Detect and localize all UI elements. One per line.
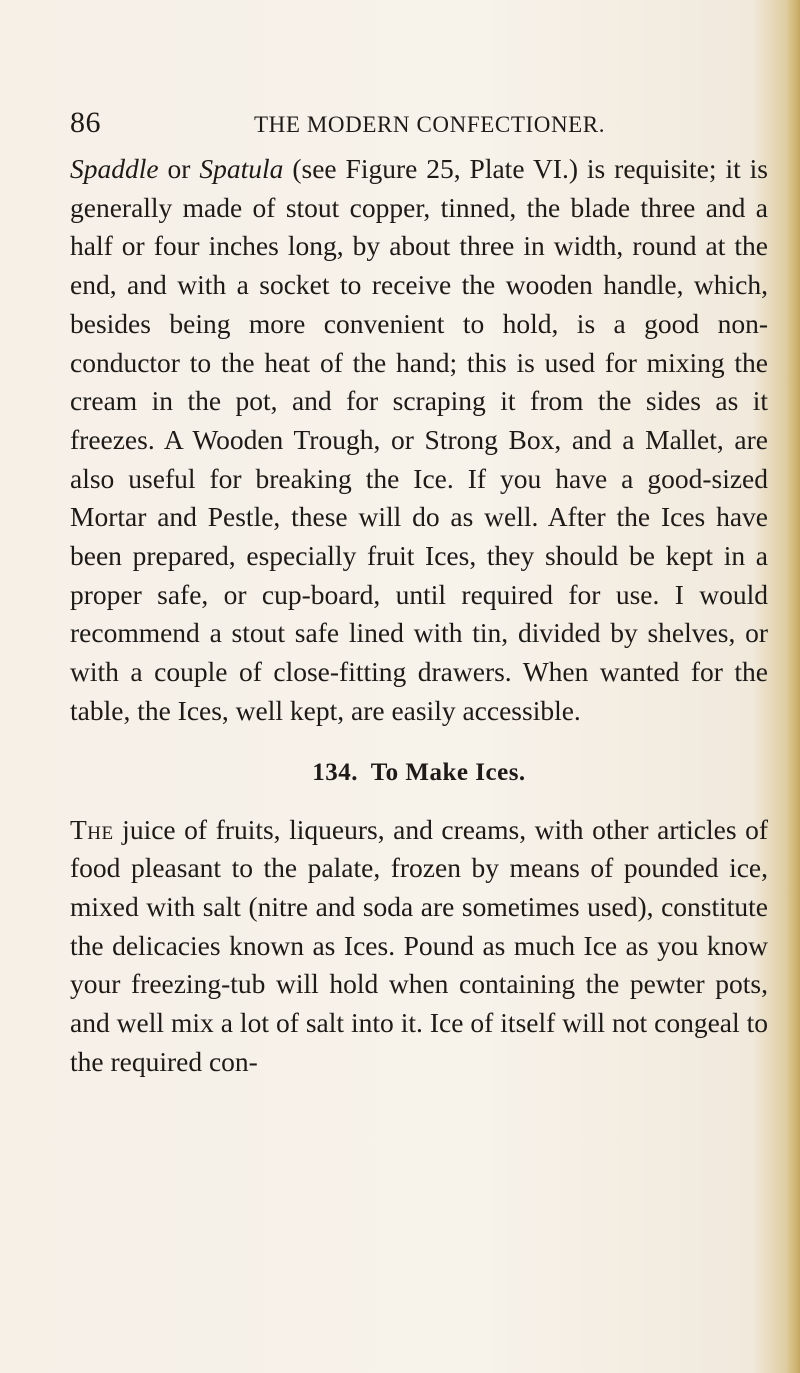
paragraph-spaddle bbox=[70, 150, 768, 731]
paragraph-ices bbox=[70, 811, 768, 1082]
page-number: 86 bbox=[70, 106, 101, 139]
paragraph-ices-text: juice of fruits, liqueurs, and creams, with other articles of food pleasant to the palate, frozen by means of pounded ice, mixed with salt (nitre and soda are sometimes used), constitute the delicacies known as Ices. Pound as much Ice as you know your freezing-tub will hold when containing the pewter pots, and well mix a lot of salt into it. Ice of itself will not congeal to the required con- bbox=[70, 813, 768, 1077]
paragraph-lead-word: The bbox=[70, 813, 114, 845]
running-title: THE MODERN CONFECTIONER. bbox=[254, 112, 606, 137]
term-spaddle: Spaddle bbox=[70, 153, 159, 184]
section-heading bbox=[70, 755, 768, 791]
term-connector: or bbox=[158, 153, 200, 184]
term-spatula: Spatula bbox=[199, 153, 284, 184]
page-edge-shadow bbox=[786, 0, 800, 1373]
running-head bbox=[0, 106, 800, 146]
section-number: 134. bbox=[312, 758, 359, 786]
section-title: To Make Ices. bbox=[370, 758, 526, 786]
paragraph-spaddle-text: (see Figure 25, Plate VI.) is requisite; it is generally made of stout copper, tinned, the blade three and a half or four inches long, by about three in width, round at the end, and with a socket to receive the wooden handle, which, besides being more convenient to hold, is a good non-conductor to the heat of the hand; this is used for mixing the cream in the pot, and for scraping it from the sides as it freezes. A Wooden Trough, or Strong Box, and a Mallet, are also useful for breaking the Ice. If you have a good-sized Mortar and Pestle, these will do as well. After the Ices have been prepared, especially fruit Ices, they should be kept in a proper safe, or cup-board, until required for use. I would recommend a stout safe lined with tin, divided by shelves, or with a couple of close-fitting drawers. When wanted for the table, the Ices, well kept, are easily accessible. bbox=[70, 153, 768, 726]
body-text bbox=[70, 150, 768, 1081]
